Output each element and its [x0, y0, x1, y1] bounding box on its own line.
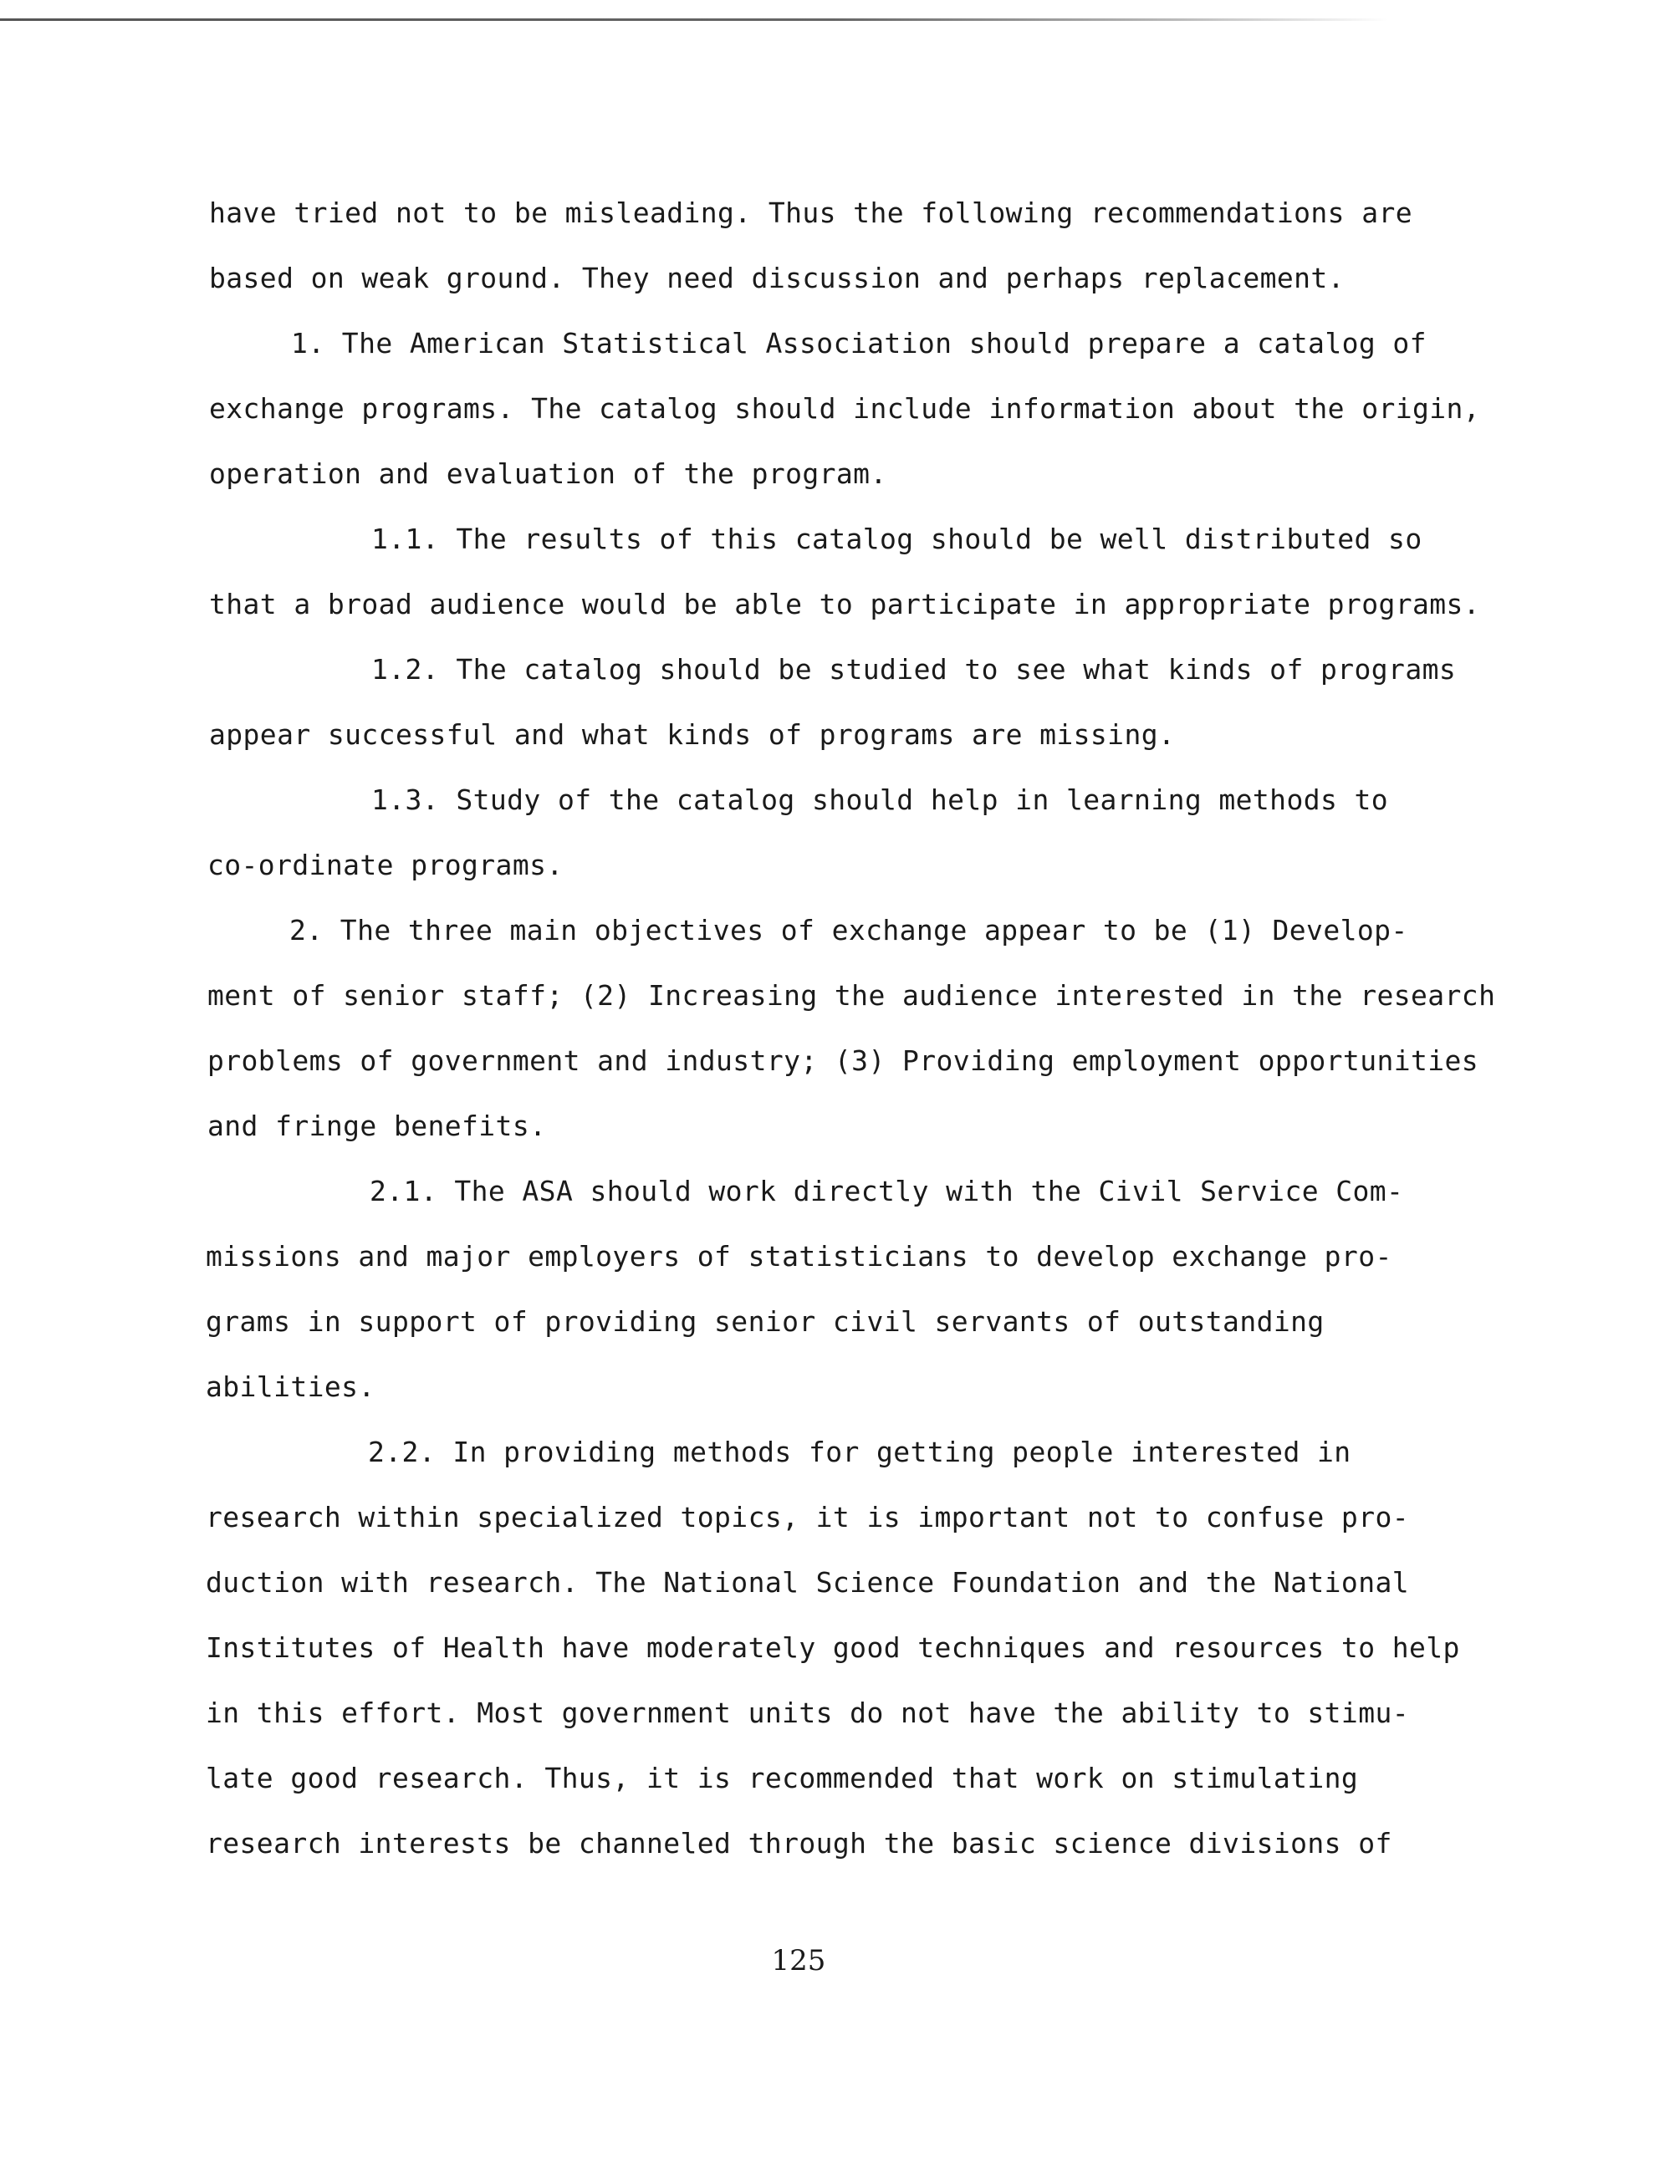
- text-line: missions and major employers of statisticians to develop exchange pro-: [206, 1240, 1392, 1273]
- text-line: grams in support of providing senior civil servants of outstanding: [206, 1305, 1325, 1338]
- text-line: ment of senior staff; (2) Increasing the audience interested in the research: [207, 979, 1496, 1012]
- text-line: abilities.: [206, 1370, 375, 1403]
- text-line: in this effort. Most government units do not have the ability to stimu-: [206, 1697, 1410, 1729]
- text-line: appear successful and what kinds of programs are missing.: [209, 718, 1176, 751]
- page-number: 125: [771, 1944, 826, 1977]
- text-line: co-ordinate programs.: [207, 849, 564, 881]
- text-line: 2. The three main objectives of exchange appear to be (1) Develop-: [289, 914, 1408, 947]
- text-line: exchange programs. The catalog should include information about the origin,: [209, 392, 1481, 425]
- text-line: problems of government and industry; (3) Providing employment opportunities: [207, 1044, 1479, 1077]
- text-line: 2.1. The ASA should work directly with the Civil Service Com-: [370, 1175, 1404, 1207]
- text-line: operation and evaluation of the program.: [209, 457, 887, 490]
- text-line: 1. The American Statistical Association should prepare a catalog of: [291, 327, 1427, 360]
- text-line: 1.1. The results of this catalog should be well distributed so: [371, 523, 1422, 555]
- text-line: 1.3. Study of the catalog should help in learning methods to: [371, 783, 1389, 816]
- text-line: research interests be channeled through the basic science divisions of: [206, 1827, 1392, 1860]
- text-line: 2.2. In providing methods for getting people interested in: [368, 1436, 1351, 1468]
- text-line: late good research. Thus, it is recommended that work on stimulating: [206, 1762, 1359, 1794]
- text-line: duction with research. The National Science Foundation and the National: [206, 1566, 1410, 1599]
- text-line: research within specialized topics, it is important not to confuse pro-: [206, 1501, 1410, 1533]
- text-line: Institutes of Health have moderately good techniques and resources to help: [206, 1631, 1460, 1664]
- text-line: have tried not to be misleading. Thus the following recommendations are: [209, 196, 1413, 229]
- text-line: 1.2. The catalog should be studied to see what kinds of programs: [371, 653, 1457, 686]
- text-line: based on weak ground. They need discussion and perhaps replacement.: [209, 262, 1345, 294]
- text-line: that a broad audience would be able to participate in appropriate programs.: [209, 588, 1481, 620]
- top-rule: [0, 18, 1388, 21]
- text-line: and fringe benefits.: [207, 1110, 547, 1142]
